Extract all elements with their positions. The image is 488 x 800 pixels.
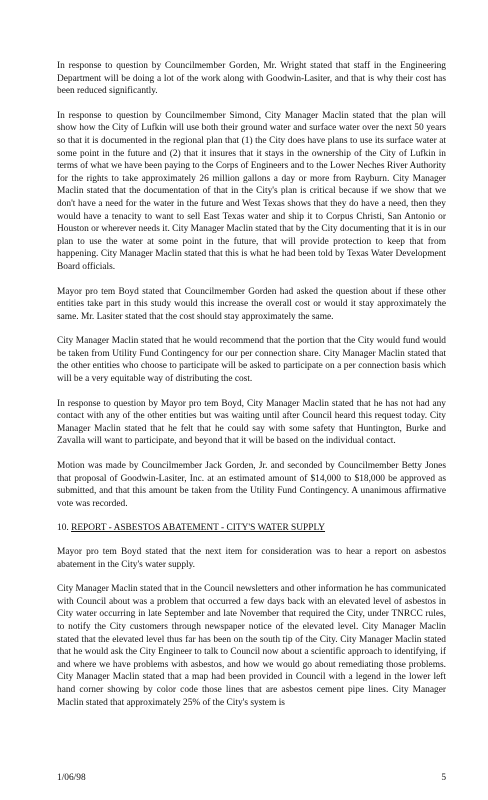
- paragraph: Mayor pro tem Boyd stated that the next item for consideration was to hear a report on asbestos abatement in the City's water supply.: [57, 547, 446, 570]
- section-title: REPORT - ASBESTOS ABATEMENT - CITY'S WATER SUPPLY: [71, 523, 326, 534]
- footer-date: 1/06/98: [57, 773, 86, 783]
- section-heading: [57, 522, 446, 535]
- paragraph: In response to question by Mayor pro tem Boyd, City Manager Maclin stated that he has not had any contact with any of the other entities but was waiting until after Council heard this request today. City Manager Maclin stated that he felt that he could say with some safety that Huntington, Burke and Zavalla will want to participate, and beyond that it will be based on the individual contact.: [57, 398, 446, 447]
- section-number: 10.: [57, 523, 69, 534]
- paragraph: City Manager Maclin stated that he would recommend that the portion that the City would fund would be taken from Utility Fund Contingency for our per connection share. City Manager Maclin stated that the other entities who choose to participate will be asked to participate on a per connection basis which will be a very equitable way of distributing the cost.: [57, 336, 446, 385]
- paragraph: In response to question by Councilmember Simond, City Manager Maclin stated that the plan will show how the City of Lufkin will use both their ground water and surface water over the next 50 years so that it is documented in the regional plan that (1) the City does have plans to use its surface water at some point in the future and (2) that it insures that it stays in the ownership of the City of Lufkin in terms of what we have been paying to the Corps of Engineers and to the Lower Neches River Authority for the rights to take approximately 26 million gallons a day or more from Rayburn. City Manager Maclin stated that the documentation of that in the City's plan is critical because if we show that we don't have a need for the water in the future and West Texas shows that they do have a need, then they would have a tenacity to want to sell East Texas water and ship it to Corpus Christi, San Antonio or Houston or wherever needs it. City Manager Maclin stated that by the City documenting that it is in our plan to use the water at some point in the future, that will provide protection to keep that from happening. City Manager Maclin stated that this is what he had been told by Texas Water Development Board officials.: [57, 110, 446, 272]
- page-number: 5: [441, 773, 446, 783]
- paragraph: Motion was made by Councilmember Jack Gorden, Jr. and seconded by Councilmember Betty Jones that proposal of Goodwin-Lasiter, Inc. at an estimated amount of $14,000 to $18,000 be approved as submitted, and that this amount be taken from the Utility Fund Contingency. A unanimous affirmative vote was recorded.: [57, 461, 446, 509]
- paragraph: City Manager Maclin stated that in the Council newsletters and other information he has communicated with Council about was a problem that occurred a few days back with an elevated level of asbestos in City water occurring in late September and late November that required the City, under TNRCC rules, to notify the City customers through newspaper notice of the elevated level. City Manager Maclin stated that the elevated level thus far has been on the south tip of the City. City Manager Maclin stated that he would ask the City Engineer to talk to Council now about a scientific approach to identifying, if and where we have problems with asbestos, and how we would go about remediating those problems. City Manager Maclin stated that a map had been provided in Council with a legend in the lower left hand corner showing by color code those lines that are asbestos cement pipe lines. City Manager Maclin stated that approximately 25% of the City's system is: [57, 584, 446, 708]
- paragraph: In response to question by Councilmember Gorden, Mr. Wright stated that staff in the Engineering Department will be doing a lot of the work along with Goodwin-Lasiter, and that is why their cost has been reduced significantly.: [57, 61, 446, 97]
- page-footer: [57, 773, 446, 783]
- paragraph: Mayor pro tem Boyd stated that Councilmember Gorden had asked the question about if these other entities take part in this study would this increase the overall cost or would it stay approximately the same. Mr. Lasiter stated that the cost should stay approximately the same.: [57, 286, 446, 322]
